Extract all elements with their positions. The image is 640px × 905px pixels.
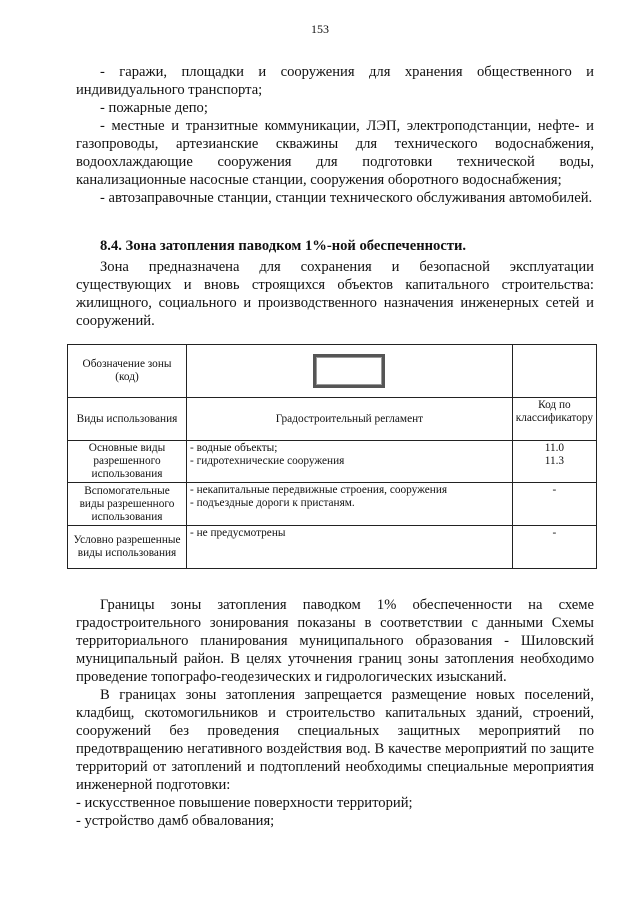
table-row [68, 345, 597, 398]
zone-label-cell: Обозначение зоны (код) [68, 345, 187, 398]
section-heading: 8.4. Зона затопления паводком 1%-ной обеспеченности. [100, 238, 467, 254]
paragraph: В границах зоны затопления запрещается размещение новых поселений, кладбищ, скотомогильников и строительство капитальных зданий, строений, сооружений без проведения специальных защитных мероприятий по предотвращению негативного воздействия вод. В качестве мероприятий по защите территорий от затоплений и подтоплений необходимы специальные мероприятия инженерной подготовки: [76, 687, 594, 793]
aux-uses-code: - [512, 483, 596, 526]
conditional-uses-label: Условно разрешенные виды использования [68, 526, 187, 569]
table-row [68, 398, 597, 441]
list-item: - устройство дамб обвалования; [76, 813, 275, 829]
main-uses-list [187, 441, 513, 483]
intro-paragraph: Зона предназначена для сохранения и безопасной эксплуатации существующих и вновь строящихся объектов капитального строительства: жилищного, социального и производственного назначения инженерных сетей и сооружений. [76, 259, 594, 329]
table-row [68, 483, 597, 526]
list-item: - не предусмотрены [190, 527, 286, 539]
empty-cell [512, 345, 596, 398]
permitted-uses-list [76, 63, 594, 207]
code-header-cell: Код по классификатору [512, 398, 596, 441]
zone-symbol-swatch [313, 354, 385, 388]
list-item: - гидротехнические сооружения [190, 455, 345, 467]
list-item: - искусственное повышение поверхности территорий; [76, 795, 413, 811]
list-item: - местные и транзитные коммуникации, ЛЭП, электроподстанции, нефте- и газопроводы, артезианские скважины для технического водоснабжения, водоохлаждающие сооружения для подготовки технической воды, канализационные насосные станции, сооружения оборотного водоснабжения; [76, 118, 594, 188]
page-number: 153 [311, 22, 329, 36]
code-value: 11.3 [544, 455, 565, 467]
closing-text [76, 596, 594, 830]
main-uses-codes [512, 441, 596, 483]
main-uses-label: Основные виды разрешенного использования [68, 441, 187, 483]
regulation-header-cell: Градостроительный регламент [187, 398, 513, 441]
list-item: - водные объекты; [190, 442, 278, 454]
list-item: - подъездные дороги к пристаням. [190, 497, 355, 509]
aux-uses-list [187, 483, 513, 526]
conditional-uses-list [187, 526, 513, 569]
table-row [68, 526, 597, 569]
regulation-table [67, 344, 597, 569]
aux-uses-label: Вспомогательные виды разрешенного использования [68, 483, 187, 526]
list-item: - автозаправочные станции, станции технического обслуживания автомобилей. [100, 190, 593, 206]
conditional-uses-code: - [512, 526, 596, 569]
zone-symbol-cell [187, 345, 513, 398]
zone-intro [76, 258, 594, 330]
list-item: - гаражи, площадки и сооружения для хранения общественного и индивидуального транспорта; [76, 64, 594, 98]
list-item: - пожарные депо; [100, 100, 208, 116]
code-value: 11.0 [544, 442, 565, 454]
list-item: - некапитальные передвижные строения, сооружения [190, 484, 448, 496]
table-row [68, 441, 597, 483]
paragraph: Границы зоны затопления паводком 1% обеспеченности на схеме градостроительного зонирования показаны в соответствии с данными Схемы территориального планирования муниципального образования - Шиловский муниципальный район. В целях уточнения границ зоны затопления необходимо проведение топографо-геодезических и гидрологических изысканий. [76, 597, 594, 685]
uses-header-cell: Виды использования [68, 398, 187, 441]
